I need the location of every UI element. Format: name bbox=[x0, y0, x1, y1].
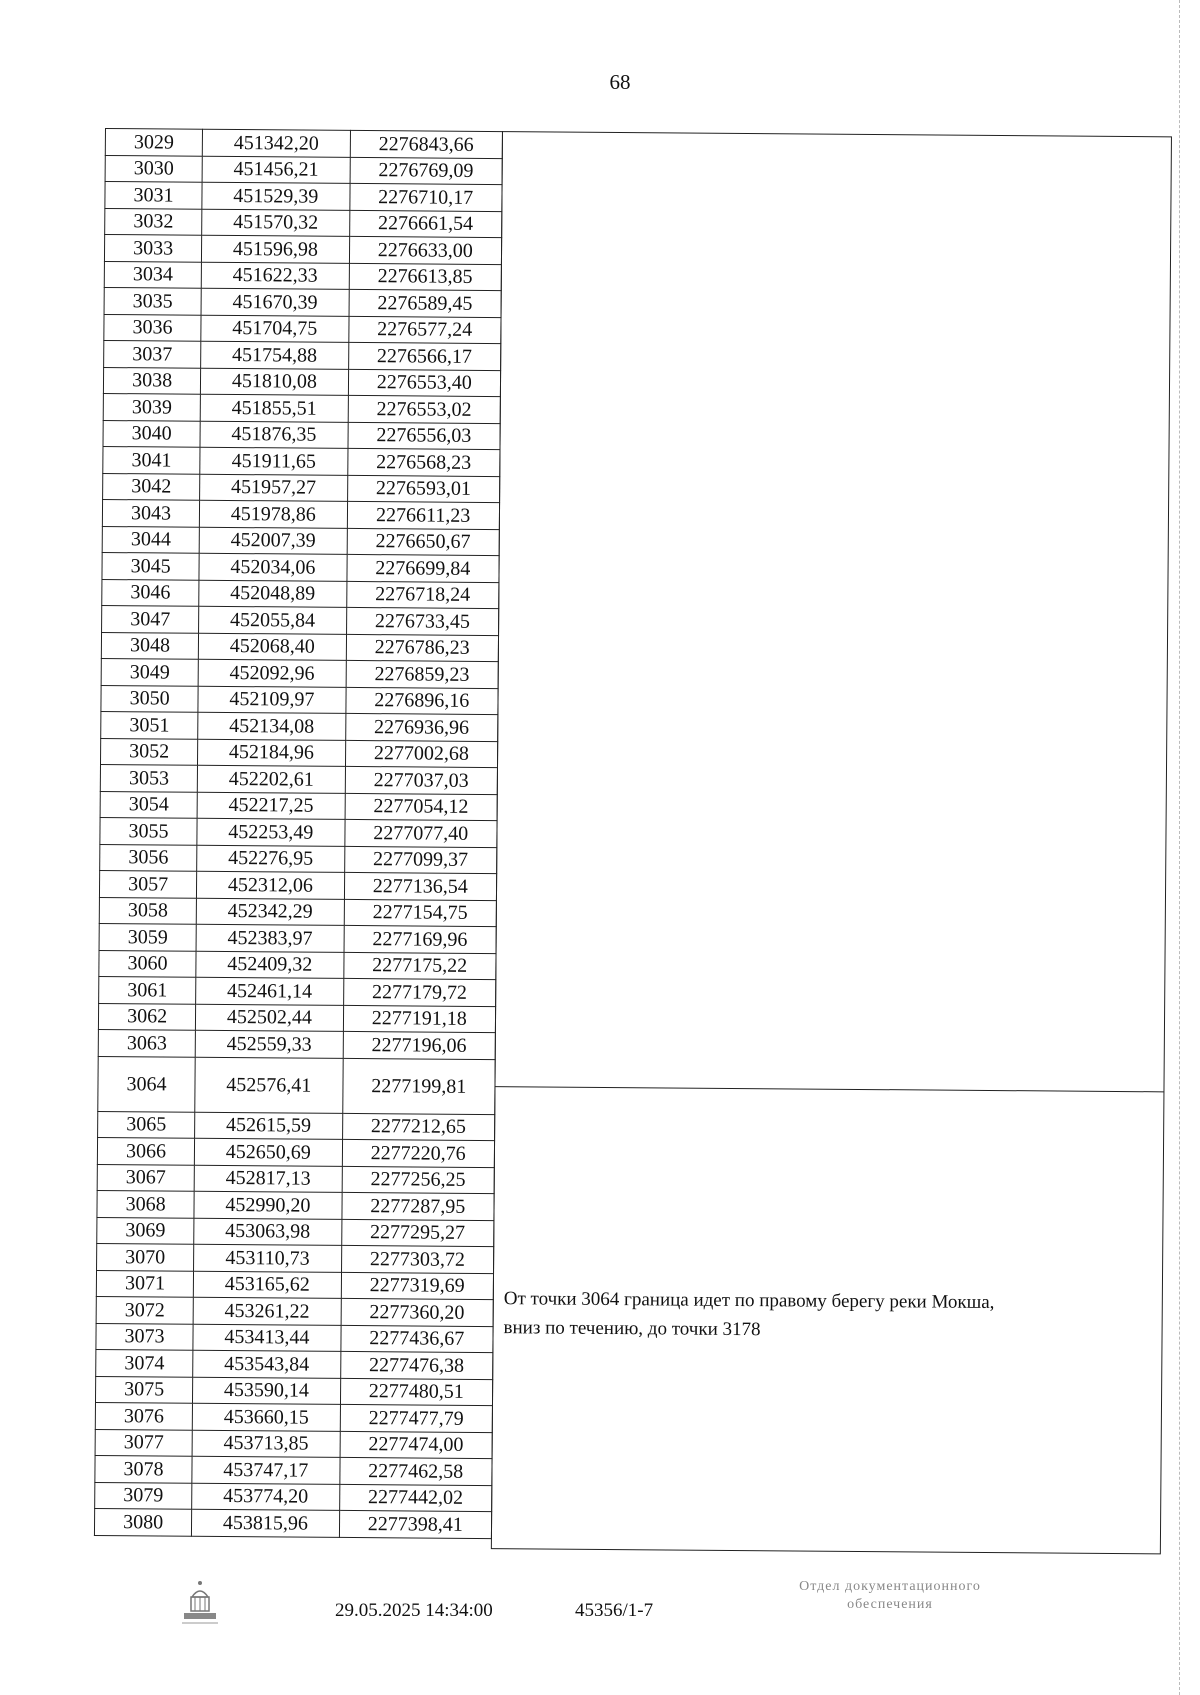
y-coordinate-cell: 2277462,58 bbox=[339, 1457, 492, 1485]
table-row bbox=[97, 1164, 494, 1194]
y-coordinate-cell: 2277303,72 bbox=[341, 1245, 494, 1273]
table-row bbox=[96, 1349, 493, 1379]
page-edge-line bbox=[1179, 0, 1180, 1695]
x-coordinate-cell: 451754,88 bbox=[201, 341, 349, 369]
x-coordinate-cell: 452048,89 bbox=[199, 580, 347, 608]
point-number-cell: 3056 bbox=[100, 844, 197, 871]
x-coordinate-cell: 451876,35 bbox=[200, 421, 348, 449]
point-number-cell: 3080 bbox=[94, 1508, 191, 1535]
x-coordinate-cell: 452312,06 bbox=[197, 871, 345, 899]
x-coordinate-cell: 453713,85 bbox=[192, 1430, 340, 1458]
x-coordinate-cell: 453815,96 bbox=[192, 1509, 340, 1537]
x-coordinate-cell: 452202,61 bbox=[197, 765, 345, 793]
table-row bbox=[102, 579, 499, 609]
x-coordinate-cell: 453543,84 bbox=[193, 1350, 341, 1378]
y-coordinate-cell: 2277398,41 bbox=[339, 1510, 492, 1538]
x-coordinate-cell: 452092,96 bbox=[198, 659, 346, 687]
point-number-cell: 3076 bbox=[95, 1402, 192, 1429]
x-coordinate-cell: 453261,22 bbox=[193, 1297, 341, 1325]
x-coordinate-cell: 453590,14 bbox=[193, 1377, 341, 1405]
y-coordinate-cell: 2277191,18 bbox=[343, 1005, 496, 1033]
table-row bbox=[105, 182, 502, 212]
table-row bbox=[97, 1137, 494, 1167]
y-coordinate-cell: 2276710,17 bbox=[349, 183, 502, 211]
y-coordinate-cell: 2276556,03 bbox=[348, 422, 501, 450]
point-number-cell: 3065 bbox=[98, 1111, 195, 1138]
point-number-cell: 3039 bbox=[103, 393, 200, 420]
x-coordinate-cell: 452068,40 bbox=[199, 633, 347, 661]
page-number: 68 bbox=[609, 70, 631, 94]
table-row bbox=[97, 1217, 494, 1247]
x-coordinate-cell: 451704,75 bbox=[201, 315, 349, 343]
boundary-description-line-1: От точки 3064 граница идет по правому берегу реки Мокша, bbox=[503, 1288, 995, 1314]
y-coordinate-cell: 2277002,68 bbox=[345, 740, 498, 768]
table-row bbox=[102, 605, 499, 635]
y-coordinate-cell: 2276769,09 bbox=[350, 157, 503, 185]
point-number-cell: 3036 bbox=[104, 314, 201, 341]
y-coordinate-cell: 2277212,65 bbox=[342, 1113, 495, 1141]
table-row bbox=[103, 367, 500, 397]
point-number-cell: 3070 bbox=[97, 1243, 194, 1270]
point-number-cell: 3052 bbox=[101, 738, 198, 765]
point-number-cell: 3041 bbox=[103, 446, 200, 473]
point-number-cell: 3033 bbox=[104, 235, 201, 262]
x-coordinate-cell: 453110,73 bbox=[194, 1244, 342, 1272]
y-coordinate-cell: 2276566,17 bbox=[348, 342, 501, 370]
point-number-cell: 3031 bbox=[105, 182, 202, 209]
x-coordinate-cell: 453413,44 bbox=[193, 1324, 341, 1352]
x-coordinate-cell: 453165,62 bbox=[194, 1271, 342, 1299]
y-coordinate-cell: 2276718,24 bbox=[346, 581, 499, 609]
point-number-cell: 3079 bbox=[95, 1482, 192, 1509]
table-row bbox=[101, 685, 498, 715]
x-coordinate-cell: 452109,97 bbox=[198, 686, 346, 714]
x-coordinate-cell: 451855,51 bbox=[200, 394, 348, 422]
table-row bbox=[103, 446, 500, 476]
table-row bbox=[98, 1029, 495, 1059]
table-row bbox=[99, 897, 496, 927]
table-row bbox=[95, 1455, 492, 1485]
description-divider bbox=[495, 1086, 1163, 1092]
x-coordinate-cell: 452576,41 bbox=[195, 1057, 343, 1113]
x-coordinate-cell: 451810,08 bbox=[201, 368, 349, 396]
x-coordinate-cell: 451342,20 bbox=[202, 129, 350, 157]
x-coordinate-cell: 453747,17 bbox=[192, 1456, 340, 1484]
stamp-department-line-2: обеспечения bbox=[847, 1597, 933, 1612]
table-row bbox=[105, 155, 502, 185]
x-coordinate-cell: 452383,97 bbox=[196, 924, 344, 952]
y-coordinate-cell: 2276553,02 bbox=[348, 395, 501, 423]
table-row bbox=[102, 526, 499, 556]
x-coordinate-cell: 452342,29 bbox=[196, 898, 344, 926]
x-coordinate-cell: 451529,39 bbox=[202, 182, 350, 210]
y-coordinate-cell: 2277077,40 bbox=[344, 819, 497, 847]
table-row bbox=[105, 208, 502, 238]
point-number-cell: 3075 bbox=[95, 1376, 192, 1403]
table-row bbox=[97, 1243, 494, 1273]
stamp-document-number: 45356/1-7 bbox=[575, 1600, 654, 1621]
table-row bbox=[95, 1376, 492, 1406]
point-number-cell: 3034 bbox=[104, 261, 201, 288]
point-number-cell: 3073 bbox=[96, 1323, 193, 1350]
x-coordinate-cell: 451670,39 bbox=[201, 288, 349, 316]
table-row bbox=[100, 764, 497, 794]
y-coordinate-cell: 2277476,38 bbox=[340, 1351, 493, 1379]
y-coordinate-cell: 2277054,12 bbox=[345, 793, 498, 821]
stamp-department bbox=[740, 1578, 1040, 1614]
y-coordinate-cell: 2276896,16 bbox=[345, 687, 498, 715]
table-row bbox=[100, 844, 497, 874]
y-coordinate-cell: 2277154,75 bbox=[344, 899, 497, 927]
point-number-cell: 3059 bbox=[99, 923, 196, 950]
boundary-description-line-2: вниз по течению, до точки 3178 bbox=[503, 1317, 761, 1341]
table-row bbox=[103, 420, 500, 450]
y-coordinate-cell: 2277477,79 bbox=[340, 1404, 493, 1432]
point-number-cell: 3045 bbox=[102, 552, 199, 579]
stamp-date: 29.05.2025 14:34:00 bbox=[335, 1600, 493, 1621]
description-column bbox=[491, 131, 1172, 1554]
y-coordinate-cell: 2277480,51 bbox=[340, 1378, 493, 1406]
y-coordinate-cell: 2276589,45 bbox=[349, 289, 502, 317]
y-coordinate-cell: 2277175,22 bbox=[343, 952, 496, 980]
point-number-cell: 3040 bbox=[103, 420, 200, 447]
x-coordinate-cell: 452650,69 bbox=[195, 1138, 343, 1166]
point-number-cell: 3064 bbox=[98, 1056, 196, 1112]
y-coordinate-cell: 2277287,95 bbox=[341, 1192, 494, 1220]
y-coordinate-cell: 2277220,76 bbox=[342, 1139, 495, 1167]
point-number-cell: 3030 bbox=[105, 155, 202, 182]
table-row bbox=[96, 1270, 493, 1300]
table-row bbox=[99, 950, 496, 980]
x-coordinate-cell: 451978,86 bbox=[200, 500, 348, 528]
point-number-cell: 3054 bbox=[100, 791, 197, 818]
table-row bbox=[98, 1111, 495, 1141]
point-number-cell: 3067 bbox=[97, 1164, 194, 1191]
point-number-cell: 3032 bbox=[105, 208, 202, 235]
x-coordinate-cell: 452217,25 bbox=[197, 792, 345, 820]
y-coordinate-cell: 2276593,01 bbox=[347, 475, 500, 503]
emblem-icon bbox=[178, 1577, 222, 1627]
x-coordinate-cell: 452502,44 bbox=[196, 1004, 344, 1032]
table-row bbox=[103, 473, 500, 503]
boundary-description bbox=[503, 1284, 1103, 1347]
table-row bbox=[102, 552, 499, 582]
table-row bbox=[99, 923, 496, 953]
x-coordinate-cell: 452615,59 bbox=[195, 1112, 343, 1140]
point-number-cell: 3078 bbox=[95, 1455, 192, 1482]
stamp-department-line-1: Отдел документационного bbox=[799, 1579, 981, 1594]
point-number-cell: 3068 bbox=[97, 1190, 194, 1217]
point-number-cell: 3047 bbox=[102, 605, 199, 632]
y-coordinate-cell: 2276611,23 bbox=[347, 501, 500, 529]
point-number-cell: 3043 bbox=[102, 499, 199, 526]
point-number-cell: 3048 bbox=[101, 632, 198, 659]
x-coordinate-cell: 451957,27 bbox=[200, 474, 348, 502]
x-coordinate-cell: 452007,39 bbox=[199, 527, 347, 555]
y-coordinate-cell: 2276936,96 bbox=[345, 713, 498, 741]
point-number-cell: 3062 bbox=[98, 1003, 195, 1030]
y-coordinate-cell: 2277319,69 bbox=[341, 1272, 494, 1300]
coordinates-section bbox=[94, 128, 1173, 1554]
point-number-cell: 3058 bbox=[99, 897, 196, 924]
y-coordinate-cell: 2276843,66 bbox=[350, 130, 503, 158]
y-coordinate-cell: 2277442,02 bbox=[339, 1484, 492, 1512]
point-number-cell: 3046 bbox=[102, 579, 199, 606]
point-number-cell: 3063 bbox=[98, 1029, 195, 1056]
point-number-cell: 3069 bbox=[97, 1217, 194, 1244]
point-number-cell: 3066 bbox=[97, 1137, 194, 1164]
x-coordinate-cell: 452055,84 bbox=[199, 606, 347, 634]
coordinates-table bbox=[94, 128, 503, 1539]
point-number-cell: 3044 bbox=[102, 526, 199, 553]
y-coordinate-cell: 2276577,24 bbox=[348, 316, 501, 344]
table-row bbox=[101, 658, 498, 688]
x-coordinate-cell: 452817,13 bbox=[194, 1165, 342, 1193]
x-coordinate-cell: 452409,32 bbox=[196, 951, 344, 979]
table-row bbox=[98, 1003, 495, 1033]
point-number-cell: 3071 bbox=[96, 1270, 193, 1297]
table-row bbox=[95, 1429, 492, 1459]
y-coordinate-cell: 2276699,84 bbox=[346, 554, 499, 582]
point-number-cell: 3050 bbox=[101, 685, 198, 712]
table-row bbox=[100, 817, 497, 847]
y-coordinate-cell: 2277196,06 bbox=[343, 1031, 496, 1059]
point-number-cell: 3049 bbox=[101, 658, 198, 685]
point-number-cell: 3051 bbox=[101, 711, 198, 738]
y-coordinate-cell: 2276661,54 bbox=[349, 210, 502, 238]
y-coordinate-cell: 2277037,03 bbox=[345, 766, 498, 794]
x-coordinate-cell: 452034,06 bbox=[199, 553, 347, 581]
point-number-cell: 3074 bbox=[96, 1349, 193, 1376]
y-coordinate-cell: 2276733,45 bbox=[346, 607, 499, 635]
table-row bbox=[94, 1508, 491, 1538]
point-number-cell: 3053 bbox=[100, 764, 197, 791]
table-row bbox=[97, 1190, 494, 1220]
table-row bbox=[104, 261, 501, 291]
y-coordinate-cell: 2277436,67 bbox=[340, 1325, 493, 1353]
y-coordinate-cell: 2277474,00 bbox=[340, 1431, 493, 1459]
point-number-cell: 3057 bbox=[99, 870, 196, 897]
table-row bbox=[99, 870, 496, 900]
y-coordinate-cell: 2277136,54 bbox=[344, 872, 497, 900]
table-row bbox=[96, 1296, 493, 1326]
y-coordinate-cell: 2277099,37 bbox=[344, 846, 497, 874]
table-row bbox=[95, 1482, 492, 1512]
point-number-cell: 3072 bbox=[96, 1296, 193, 1323]
x-coordinate-cell: 452559,33 bbox=[195, 1030, 343, 1058]
table-row bbox=[101, 711, 498, 741]
point-number-cell: 3061 bbox=[99, 976, 196, 1003]
table-row bbox=[95, 1402, 492, 1432]
x-coordinate-cell: 453660,15 bbox=[192, 1403, 340, 1431]
x-coordinate-cell: 451911,65 bbox=[200, 447, 348, 475]
x-coordinate-cell: 451456,21 bbox=[202, 156, 350, 184]
table-row bbox=[105, 129, 502, 159]
x-coordinate-cell: 451622,33 bbox=[201, 262, 349, 290]
x-coordinate-cell: 452276,95 bbox=[197, 845, 345, 873]
table-row bbox=[104, 340, 501, 370]
y-coordinate-cell: 2277295,27 bbox=[341, 1219, 494, 1247]
x-coordinate-cell: 452184,96 bbox=[198, 739, 346, 767]
x-coordinate-cell: 452990,20 bbox=[194, 1191, 342, 1219]
x-coordinate-cell: 452134,08 bbox=[198, 712, 346, 740]
point-number-cell: 3042 bbox=[103, 473, 200, 500]
y-coordinate-cell: 2276568,23 bbox=[347, 448, 500, 476]
x-coordinate-cell: 453774,20 bbox=[192, 1483, 340, 1511]
coordinates-table-body bbox=[94, 129, 502, 1539]
x-coordinate-cell: 451570,32 bbox=[202, 209, 350, 237]
y-coordinate-cell: 2276633,00 bbox=[349, 236, 502, 264]
y-coordinate-cell: 2276613,85 bbox=[349, 263, 502, 291]
point-number-cell: 3060 bbox=[99, 950, 196, 977]
point-number-cell: 3037 bbox=[104, 340, 201, 367]
table-row bbox=[101, 632, 498, 662]
y-coordinate-cell: 2277179,72 bbox=[343, 978, 496, 1006]
y-coordinate-cell: 2276859,23 bbox=[346, 660, 499, 688]
table-row bbox=[102, 499, 499, 529]
table-row bbox=[96, 1323, 493, 1353]
x-coordinate-cell: 451596,98 bbox=[202, 235, 350, 263]
table-row bbox=[98, 1056, 495, 1114]
table-row bbox=[103, 393, 500, 423]
y-coordinate-cell: 2276553,40 bbox=[348, 369, 501, 397]
x-coordinate-cell: 452461,14 bbox=[196, 977, 344, 1005]
point-number-cell: 3038 bbox=[103, 367, 200, 394]
x-coordinate-cell: 453063,98 bbox=[194, 1218, 342, 1246]
y-coordinate-cell: 2277360,20 bbox=[341, 1298, 494, 1326]
y-coordinate-cell: 2277199,81 bbox=[342, 1058, 495, 1114]
point-number-cell: 3077 bbox=[95, 1429, 192, 1456]
y-coordinate-cell: 2277169,96 bbox=[344, 925, 497, 953]
table-row bbox=[104, 287, 501, 317]
table-row bbox=[104, 235, 501, 265]
table-row bbox=[101, 738, 498, 768]
y-coordinate-cell: 2276786,23 bbox=[346, 634, 499, 662]
point-number-cell: 3055 bbox=[100, 817, 197, 844]
y-coordinate-cell: 2277256,25 bbox=[342, 1166, 495, 1194]
point-number-cell: 3035 bbox=[104, 287, 201, 314]
point-number-cell: 3029 bbox=[105, 129, 202, 156]
x-coordinate-cell: 452253,49 bbox=[197, 818, 345, 846]
y-coordinate-cell: 2276650,67 bbox=[347, 528, 500, 556]
table-row bbox=[100, 791, 497, 821]
table-row bbox=[99, 976, 496, 1006]
table-row bbox=[104, 314, 501, 344]
